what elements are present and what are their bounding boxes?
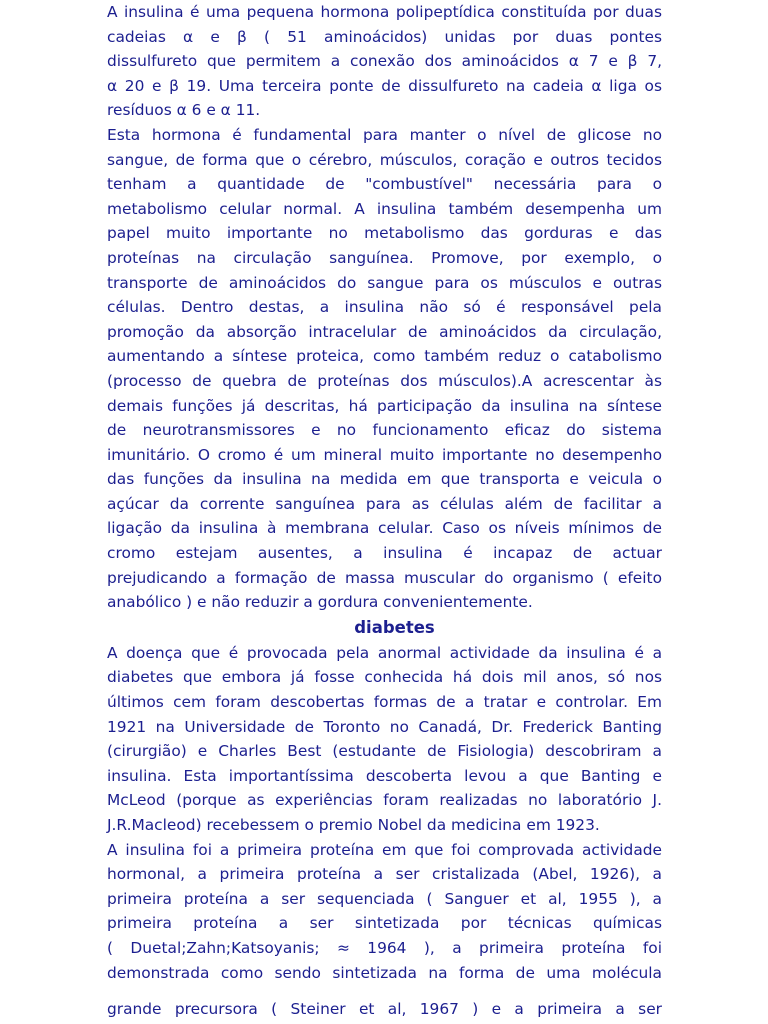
text-line: aumentando a síntese proteica, como também reduz o catabolismo: [107, 347, 662, 366]
text-line: ligação da insulina à membrana celular. Caso os níveis mínimos de: [107, 519, 662, 538]
text-line: metabolismo celular normal. A insulina também desempenha um: [107, 199, 662, 218]
text-line: A insulina foi a primeira proteína em que foi comprovada actividade: [107, 840, 662, 859]
text-line: últimos cem foram descobertas formas de a tratar e controlar. Em: [107, 693, 662, 712]
text-line: demais funções já descritas, há participação da insulina na síntese: [107, 396, 662, 415]
text-line: anabólico ) e não reduzir a gordura convenientemente.: [107, 593, 533, 612]
text-line: A insulina é uma pequena hormona polipeptídica constituída por duas: [107, 3, 662, 21]
text-line: dissulfureto que permitem a conexão dos aminoácidos α 7 e β 7,: [107, 52, 662, 71]
text-line: prejudicando a formação de massa muscular do organismo ( efeito: [107, 568, 662, 587]
text-line: primeira proteína a ser sintetizada por técnicas químicas: [107, 914, 662, 933]
text-line: cadeias α e β ( 51 aminoácidos) unidas por duas pontes: [107, 27, 662, 46]
paragraph-continued: [107, 997, 662, 1022]
text-line: ( Duetal;Zahn;Katsoyanis; ≈ 1964 ), a primeira proteína foi: [107, 938, 662, 957]
text-line: papel muito importante no metabolismo das gorduras e das: [107, 224, 662, 243]
text-line: células. Dentro destas, a insulina não só é responsável pela: [107, 298, 662, 317]
text-line: demonstrada como sendo sintetizada na forma de uma molécula: [107, 963, 662, 982]
text-line: açúcar da corrente sanguínea para as células além de facilitar a: [107, 494, 662, 513]
text-line: grande precursora ( Steiner et al, 1967 ) e a primeira a ser: [107, 1000, 662, 1019]
document-page: [107, 0, 662, 1022]
text-line: (processo de quebra de proteínas dos músculos).A acrescentar às: [107, 371, 662, 390]
paragraph-insulin-firsts: [107, 838, 662, 986]
text-line: α 20 e β 19. Uma terceira ponte de dissulfureto na cadeia α liga os: [107, 76, 662, 95]
text-line: primeira proteína a ser sequenciada ( Sanguer et al, 1955 ), a: [107, 889, 662, 908]
text-line: A doença que é provocada pela anormal actividade da insulina é a: [107, 643, 662, 662]
text-line: McLeod (porque as experiências foram realizadas no laboratório J.: [107, 791, 662, 810]
section-heading-diabetes: diabetes: [354, 617, 435, 637]
text-line: imunitário. O cromo é um mineral muito importante no desempenho: [107, 445, 662, 464]
paragraph-insulin-structure: [107, 0, 662, 123]
text-line: (cirurgião) e Charles Best (estudante de Fisiologia) descobriram a: [107, 742, 662, 761]
paragraph-insulin-function: [107, 123, 662, 615]
text-line: sangue, de forma que o cérebro, músculos, coração e outros tecidos: [107, 150, 662, 169]
text-line: diabetes que embora já fosse conhecida há dois mil anos, só nos: [107, 668, 662, 687]
text-line: de neurotransmissores e no funcionamento eficaz do sistema: [107, 421, 662, 440]
text-line: das funções da insulina na medida em que transporta e veicula o: [107, 470, 662, 489]
text-line: J.R.Macleod) recebessem o premio Nobel da medicina em 1923.: [107, 816, 600, 834]
text-line: hormonal, a primeira proteína a ser cristalizada (Abel, 1926), a: [107, 865, 662, 884]
text-line: transporte de aminoácidos do sangue para os músculos e outras: [107, 273, 662, 292]
page-break-gap: [107, 985, 662, 997]
text-line: Esta hormona é fundamental para manter o nível de glicose no: [107, 125, 662, 144]
paragraph-diabetes-history: [107, 641, 662, 838]
text-line: resíduos α 6 e α 11.: [107, 101, 261, 120]
text-line: 1921 na Universidade de Toronto no Canadá, Dr. Frederick Banting: [107, 717, 662, 736]
text-line: proteínas na circulação sanguínea. Promove, por exemplo, o: [107, 248, 662, 267]
text-line: cromo estejam ausentes, a insulina é incapaz de actuar: [107, 544, 662, 563]
text-line: promoção da absorção intracelular de aminoácidos da circulação,: [107, 322, 662, 341]
text-line: tenham a quantidade de "combustível" necessária para o: [107, 175, 662, 194]
text-line: insulina. Esta importantíssima descoberta levou a que Banting e: [107, 766, 662, 785]
